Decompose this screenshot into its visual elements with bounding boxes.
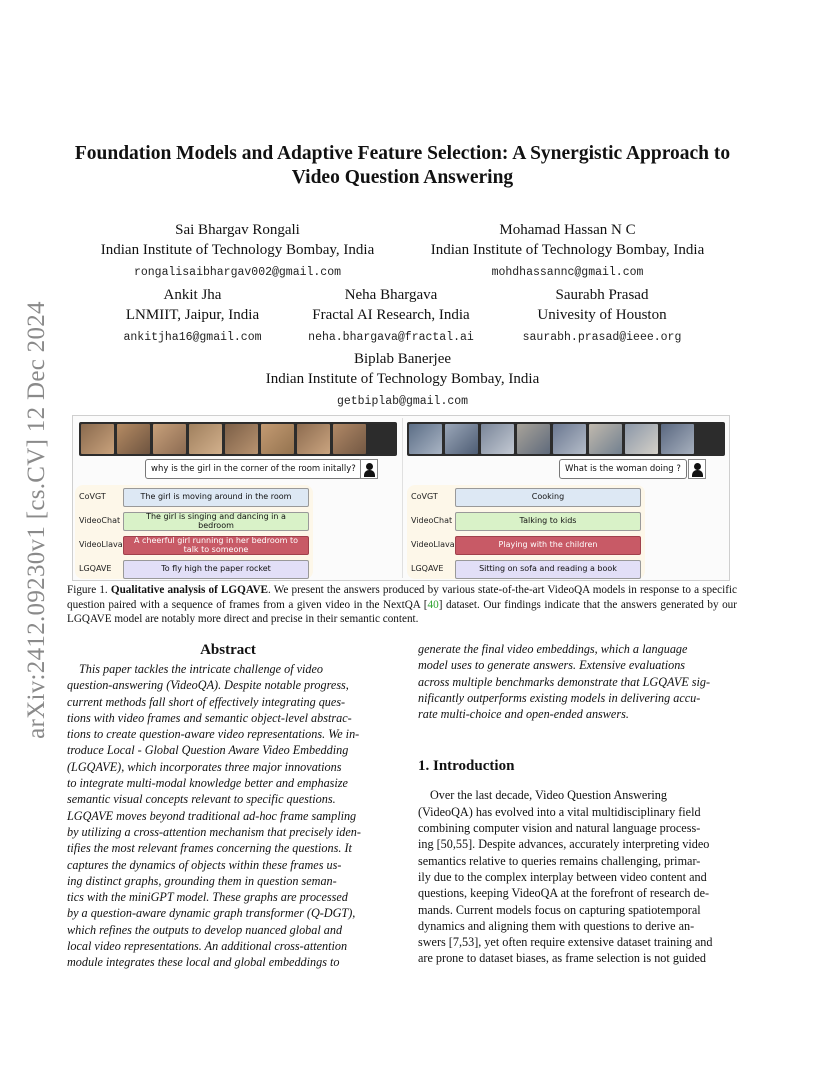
author-block: Sai Bhargav Rongali Indian Institute of Technology Bombay, India rongalisaibhargav002@gmail.com <box>85 221 390 281</box>
answers-right <box>407 485 645 579</box>
abstract-body: This paper tackles the intricate challenge of video question-answering (VideoQA). Despite notable progress, current methods fall short of effectively integrating ques- tions with video frames and semantic object-level abstrac- tions to create question-aware video representations. We in- troduce Local - Global Question Aware Video Embedding (LGQAVE), which incorporates three major innovations to integrate multi-modal knowledge better and emphasize semantic visual concepts relevant to specific questions. LGQAVE moves beyond traditional ad-hoc frame sampling by utilizing a cross-attention mechanism that precisely iden- tifies the most relevant frames concerning the questions. It captures the dynamics of objects within these frames us- ing distinct graphs, grounding them in question seman- tics with the miniGPT model. These graphs are processed by a question-aware dynamic graph transformer (Q-DGT), which refines the outputs to develop nuanced global and local video representations. An additional cross-attention module integrates these local and global embeddings to <box>67 662 361 970</box>
author-block: Mohamad Hassan N C Indian Institute of Technology Bombay, India mohdhassannc@gmail.com <box>415 221 720 281</box>
answer-row: CoVGT The girl is moving around in the room <box>75 488 313 508</box>
figure-divider <box>402 418 403 578</box>
introduction-body: Over the last decade, Video Question Answering (VideoQA) has evolved into a vital multidisciplinary field combining computer vision and natural language process- ing [50,55]. Despite advances, accurately interpreting video semantics relative to queries remains challenging, primar- ily due to the complex interplay between video content and questions, keeping VideoQA at the forefront of research de- mands. Current models focus on capturing spatiotemporal dynamics and aligning them with questions to derive an- swers [7,53], yet often require extensive dataset training and are prone to dataset biases, as frame selection is not guided <box>418 788 713 966</box>
video-frame <box>297 424 330 454</box>
question-box-right: What is the woman doing ? <box>559 459 687 479</box>
video-frame <box>225 424 258 454</box>
video-frame <box>445 424 478 454</box>
abstract-heading: Abstract <box>200 642 256 658</box>
paper-title: Foundation Models and Adaptive Feature Selection: A Synergistic Approach to Video Question Answering <box>74 143 731 188</box>
right-column <box>418 641 738 967</box>
video-frame <box>589 424 622 454</box>
section-heading-introduction: 1. Introduction <box>418 758 515 775</box>
arxiv-watermark: arXiv:2412.09230v1 [cs.CV] 12 Dec 2024 <box>23 301 50 739</box>
video-frame <box>333 424 366 454</box>
author-email[interactable]: saurabh.prasad@ieee.org <box>522 331 682 344</box>
answer-row: VideoLlava A cheerful girl running in her bedroom to talk to someone <box>75 536 313 556</box>
video-frame <box>481 424 514 454</box>
author-block: Neha Bhargava Fractal AI Research, India neha.bhargava@fractal.ai <box>296 286 486 346</box>
author-block: Ankit Jha LNMIIT, Jaipur, India ankitjha16@gmail.com <box>100 286 285 346</box>
author-email[interactable]: ankitjha16@gmail.com <box>123 331 262 344</box>
answer-row: VideoChat Talking to kids <box>407 512 645 532</box>
video-frame <box>189 424 222 454</box>
answer-row: VideoChat The girl is singing and dancing in a bedroom <box>75 512 313 532</box>
citation-link[interactable]: 40 <box>427 598 439 611</box>
author-email[interactable]: neha.bhargava@fractal.ai <box>308 331 474 344</box>
video-frames-left <box>79 422 397 456</box>
left-column <box>67 641 389 971</box>
video-frame <box>553 424 586 454</box>
question-box-left: why is the girl in the corner of the room initally? <box>145 459 362 479</box>
author-email[interactable]: getbiplab@gmail.com <box>336 395 469 408</box>
author-email[interactable]: rongalisaibhargav002@gmail.com <box>133 266 342 279</box>
answer-row: CoVGT Cooking <box>407 488 645 508</box>
user-icon <box>360 459 378 479</box>
video-frame <box>81 424 114 454</box>
figure-1 <box>72 415 730 581</box>
author-email[interactable]: mohdhassannc@gmail.com <box>491 266 644 279</box>
answer-row: LGQAVE Sitting on sofa and reading a book <box>407 560 645 580</box>
answer-row: VideoLlava Playing with the children <box>407 536 645 556</box>
video-frame <box>517 424 550 454</box>
author-block: Saurabh Prasad Univesity of Houston saurabh.prasad@ieee.org <box>507 286 697 346</box>
abstract-continued: generate the final video embeddings, which a language model uses to generate answers. Extensive evaluations across multiple benchmarks demonstrate that LGQAVE sig- nificantly outperforms existing models in delivering accu- rate multi-choice and open-ended answers. <box>418 642 711 722</box>
figure-caption: Figure 1. Qualitative analysis of LGQAVE. We present the answers produced by various state-of-the-art VideoQA models in response to a specific question paired with a sequence of frames from a given video in the NextQA [40] dataset. Our findings indicate that the answers generated by our LGQAVE model are notably more direct and precise in their semantic content. <box>67 584 737 625</box>
answer-row: LGQAVE To fly high the paper rocket <box>75 560 313 580</box>
video-frame <box>625 424 658 454</box>
video-frames-right <box>407 422 725 456</box>
author-block: Biplab Banerjee Indian Institute of Technology Bombay, India getbiplab@gmail.com <box>200 350 605 410</box>
answers-left <box>75 485 313 579</box>
video-frame <box>261 424 294 454</box>
video-frame <box>117 424 150 454</box>
video-frame <box>153 424 186 454</box>
video-frame <box>409 424 442 454</box>
video-frame <box>661 424 694 454</box>
user-icon <box>688 459 706 479</box>
